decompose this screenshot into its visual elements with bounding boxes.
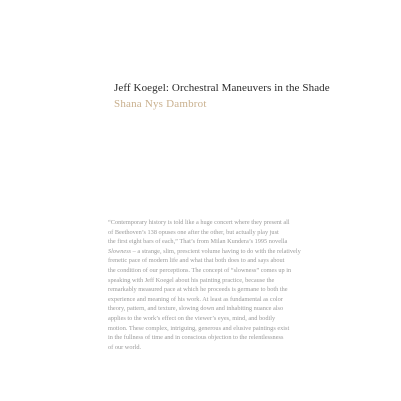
- article-body: [108, 218, 348, 352]
- article-author: Shana Nys Dambrot: [114, 98, 207, 110]
- body-line: speaking with Jeff Koegel about his painting practice, because the: [108, 276, 275, 284]
- body-line: applies to the work’s effect on the viewer’s eyes, mind, and bodily: [108, 314, 276, 322]
- body-line: experience and meaning of his work. At least as fundamental as color: [108, 295, 283, 303]
- body-line: Slowness – a strange, slim, prescient volume having to do with the relatively: [108, 247, 301, 255]
- body-line: of our world.: [108, 343, 142, 351]
- book-title-italic: Slowness: [108, 247, 132, 255]
- body-line: of Beethoven’s 138 opuses one after the other, but actually play just: [108, 228, 279, 236]
- body-line: motion. These complex, intriguing, generous and elusive paintings exist: [108, 324, 290, 332]
- body-line: theory, pattern, and texture, slowing down and inhabiting nuance also: [108, 305, 284, 313]
- body-line: the condition of our perceptions. The concept of “slowness” comes up in: [108, 266, 292, 274]
- article-title: Jeff Koegel: Orchestral Maneuvers in the Shade: [114, 82, 330, 94]
- body-line: in the fullness of time and in conscious objection to the relentlessness: [108, 334, 284, 342]
- body-line: the first eight bars of each,” That’s from Milan Kundera’s 1995 novella: [108, 238, 288, 246]
- body-line: “Contemporary history is told like a huge concert where they present all: [108, 219, 290, 226]
- body-line: remarkably measured pace at which he proceeds is germane to both the: [108, 286, 288, 294]
- body-line: frenetic pace of modern life and what that both does to and says about: [108, 257, 285, 265]
